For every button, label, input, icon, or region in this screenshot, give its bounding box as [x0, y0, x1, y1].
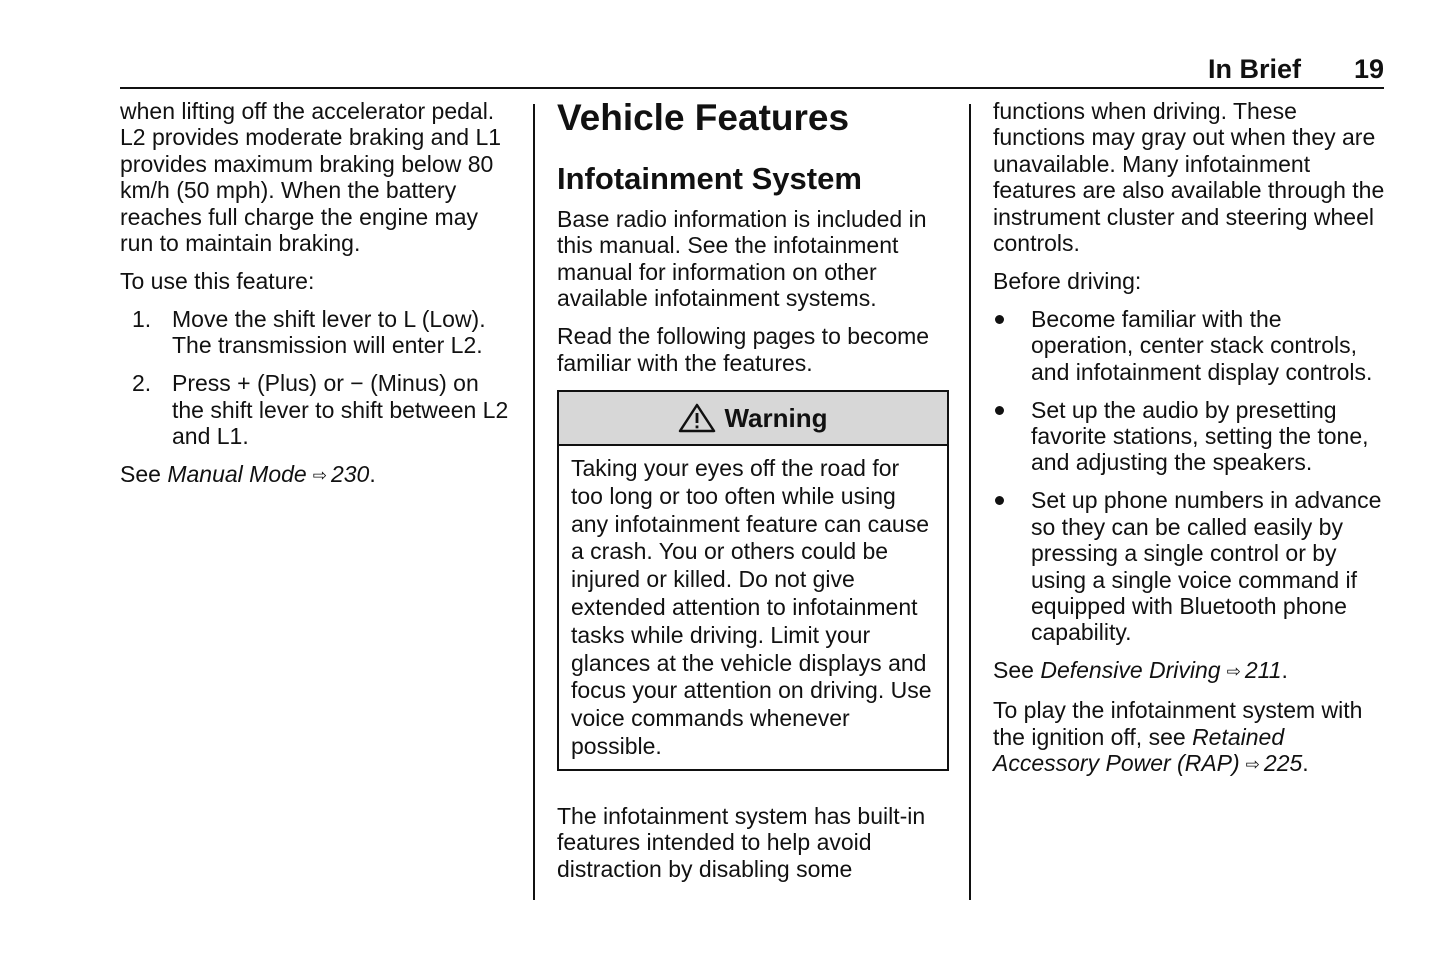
list-item: Set up the audio by presetting favorite stations, setting the tone, and adjusting the speakers. [993, 397, 1388, 476]
column-3 [993, 98, 1388, 790]
step-number: 2. [132, 370, 152, 397]
column-divider-1 [533, 104, 535, 900]
list-item: Become familiar with the operation, center stack controls, and infotainment display controls. [993, 306, 1388, 385]
bullet-list [993, 306, 1388, 646]
list-item [120, 306, 515, 359]
reference-page-number[interactable]: 225 [1263, 749, 1303, 776]
col3-paragraph-2: Before driving: [993, 267, 1142, 294]
section-header: In Brief [1207, 54, 1301, 84]
page-number: 19 [1353, 54, 1384, 84]
warning-header [559, 392, 947, 446]
page-reference-arrow-icon: ⇨ [312, 465, 327, 485]
reference-page-number[interactable]: 211 [1244, 657, 1282, 684]
defensive-driving-reference: See Defensive Driving ⇨ 211. [993, 657, 1388, 685]
list-item: Set up phone numbers in advance so they can be called easily by pressing a single control or by using a single voice command if equipped with Bluetooth phone capability. [993, 487, 1388, 645]
defensive-driving-link[interactable]: Defensive Driving [1040, 657, 1221, 684]
manual-mode-link[interactable]: Manual Mode [167, 460, 307, 487]
bullet-icon [995, 406, 1004, 415]
column-1 [120, 98, 515, 501]
column-2 [557, 98, 949, 882]
warning-triangle-icon [678, 403, 716, 433]
section-title: Vehicle Features [557, 97, 850, 138]
manual-mode-reference: See Manual Mode ⇨ 230. [120, 461, 515, 489]
warning-body: Taking your eyes off the road for too long or too often while using any infotainment feature can cause a crash. You or others could be injured or killed. Do not give extended attention to infotainment tasks while driving. Limit your glances at the vehicle displays and focus your attention on driving. Use voice commands whenever possible. [571, 454, 932, 759]
rap-reference: To play the infotainment system with the ignition off, see Retained Accessory Power (RAP) ⇨ 225. [993, 697, 1388, 778]
col2-paragraph-3: The infotainment system has built-in features intended to help avoid distraction by disabling some [557, 802, 926, 882]
col3-paragraph-1: functions when driving. These functions may gray out when they are unavailable. Many infotainment features are also available through the instrument cluster and steering wheel controls. [993, 98, 1385, 257]
header-divider [120, 87, 1384, 89]
bullet-icon [995, 496, 1004, 505]
column-divider-2 [969, 104, 971, 900]
col1-paragraph-1: when lifting off the accelerator pedal. L2 provides moderate braking and L1 provides maximum braking below 80 km/h (50 mph). When the battery reaches full charge the engine may run to maintain braking. [120, 98, 502, 257]
rap-link[interactable]: Retained Accessory Power (RAP) [993, 723, 1285, 776]
col2-paragraph-1: Base radio information is included in this manual. See the infotainment manual for information on other available infotainment systems. [557, 206, 927, 312]
step-number: 1. [132, 305, 152, 332]
reference-page-number[interactable]: 230 [330, 460, 370, 487]
page-reference-arrow-icon: ⇨ [1245, 754, 1260, 774]
steps-list [120, 306, 515, 450]
subsection-title: Infotainment System [557, 161, 862, 196]
warning-title: Warning [724, 402, 828, 433]
step-text: Press + (Plus) or − (Minus) on the shift lever to shift between L2 and L1. [172, 370, 509, 449]
col2-paragraph-2: Read the following pages to become familiar with the features. [557, 323, 930, 376]
page-reference-arrow-icon: ⇨ [1226, 662, 1241, 682]
step-text: Move the shift lever to L (Low). The transmission will enter L2. [172, 305, 486, 359]
list-item [120, 370, 515, 449]
col1-paragraph-2: To use this feature: [120, 267, 315, 294]
warning-box [557, 390, 949, 771]
bullet-icon [995, 315, 1004, 324]
